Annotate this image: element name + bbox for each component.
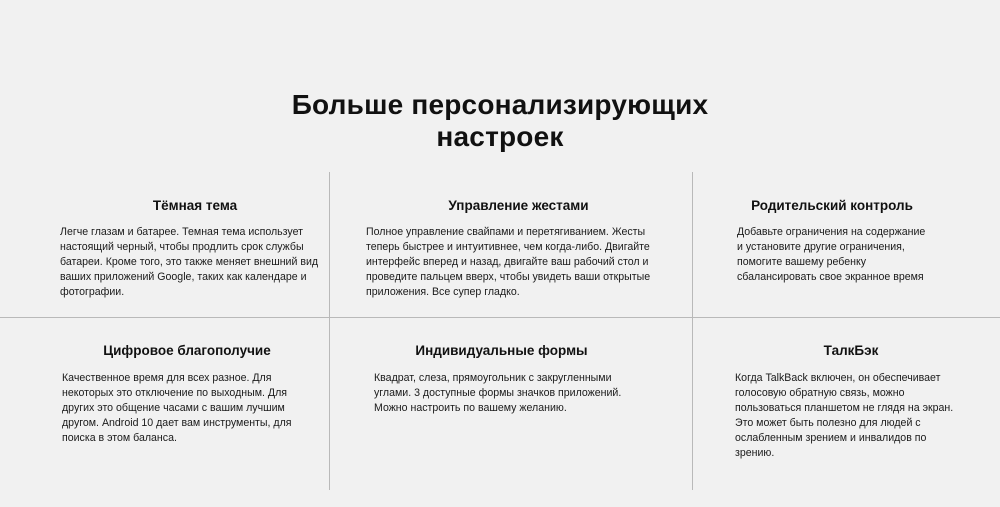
feature-description: Полное управление свайпами и перетягиванием. Жесты теперь быстрее и интуитивнее, чем когда-либо. Двигайте интерфейс вперед и назад, двигайте ваш рабочий стол и проведите пальцем вверх, чтобы увидеть ваши открытые приложения. Все супер гладко. [366,226,651,298]
page-title [0,89,1000,153]
feature-description: Качественное время для всех разное. Для некоторых это отключение по выходным. Для других это общение часами с вашим лучшим другом. Android 10 дает вам инструменты, для поиска в этом баланса. [62,372,292,444]
feature-heading: Родительский контроль [751,198,913,213]
feature-heading: Цифровое благополучие [103,343,271,358]
feature-heading: Тёмная тема [152,198,238,213]
grid-divider-horizontal [0,317,1000,318]
feature-description: Добавьте ограничения на содержание и установите другие ограничения, помогите вашему ребенку сбалансировать свое экранное время [737,226,926,283]
feature-card-gestures [366,197,671,300]
feature-heading: ТалкБэк [823,343,879,358]
feature-card-digital-wellbeing [62,342,312,446]
feature-description: Квадрат, слеза, прямоугольник с закругленными углами. 3 доступные формы значков приложений. Можно настроить по вашему желанию. [374,372,622,414]
page-title-line-1: Больше персонализирующих [291,88,709,120]
grid-divider-vertical-2 [692,172,693,490]
feature-description: Когда TalkBack включен, он обеспечивает голосовую обратную связь, можно пользоваться планшетом не глядя на экран. Это может быть полезно для людей с ослабленным зрением и инвалидов по зрению. [735,372,954,459]
feature-heading: Управление жестами [448,198,589,213]
feature-card-talkback [735,342,967,461]
feature-description: Легче глазам и батарее. Темная тема использует настоящий черный, чтобы продлить срок службы батареи. Кроме того, это также меняет внешний вид ваших приложений Google, таких как календаре и фотографии. [60,226,319,298]
feature-card-custom-shapes [374,342,629,416]
page-title-line-2: настроек [436,120,564,152]
feature-card-dark-theme [60,197,330,300]
feature-card-parental-control [737,197,927,285]
feature-heading: Индивидуальные формы [415,343,588,358]
